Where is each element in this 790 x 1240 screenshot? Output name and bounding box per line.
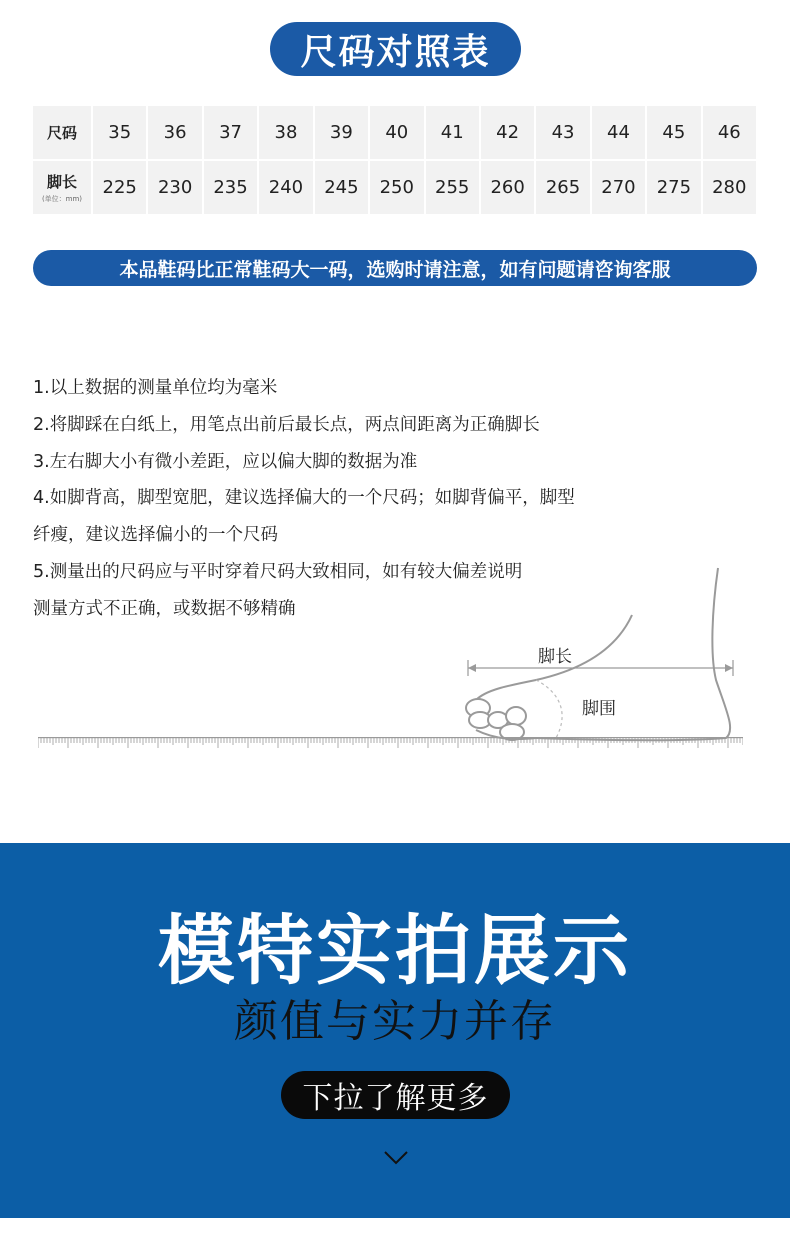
length-cell: 270	[592, 161, 645, 214]
length-cell: 275	[647, 161, 700, 214]
notice-bar: 本品鞋码比正常鞋码大一码，选购时请注意，如有问题请咨询客服	[33, 250, 757, 286]
scroll-more-button[interactable]: 下拉了解更多	[281, 1071, 510, 1119]
ruler-icon	[38, 737, 743, 749]
note-line: 3.左右脚大小有微小差距，应以偏大脚的数据为准	[33, 451, 418, 472]
note-line: 纤瘦，建议选择偏小的一个尺码	[33, 525, 278, 546]
size-cell: 40	[370, 106, 423, 159]
banner-subtitle: 颜值与实力并存	[234, 996, 556, 1047]
length-cell: 265	[536, 161, 589, 214]
length-cell: 240	[259, 161, 312, 214]
size-cell: 46	[703, 106, 756, 159]
note-line: 4.如脚背高，脚型宽肥，建议选择偏大的一个尺码；如脚背偏平，脚型	[33, 488, 575, 509]
size-table	[33, 106, 756, 214]
length-cell: 260	[481, 161, 534, 214]
size-cell: 44	[592, 106, 645, 159]
length-cell: 225	[93, 161, 146, 214]
size-cell: 39	[315, 106, 368, 159]
length-cell: 245	[315, 161, 368, 214]
size-cell: 45	[647, 106, 700, 159]
note-line: 5.测量出的尺码应与平时穿着尺码大致相同，如有较大偏差说明	[33, 561, 523, 582]
bottom-strip	[0, 1218, 790, 1240]
chevron-down-icon[interactable]	[383, 1150, 409, 1166]
size-cell: 42	[481, 106, 534, 159]
unit-label: (单位：mm)	[41, 195, 83, 203]
foot-illustration-icon	[36, 560, 746, 760]
note-line: 测量方式不正确，或数据不够精确	[33, 598, 296, 619]
length-cell: 280	[703, 161, 756, 214]
length-row-header: 脚长 (单位：mm)	[33, 161, 91, 214]
size-cell: 35	[93, 106, 146, 159]
length-cell: 235	[204, 161, 257, 214]
size-cell: 43	[536, 106, 589, 159]
size-cell: 41	[426, 106, 479, 159]
note-line: 1.以上数据的测量单位均为毫米	[33, 378, 278, 398]
foot-girth-label: 脚围	[582, 699, 616, 719]
length-cell: 230	[148, 161, 201, 214]
size-cell: 38	[259, 106, 312, 159]
size-row-header: 尺码	[33, 106, 91, 159]
size-chart-title: 尺码对照表	[270, 22, 521, 76]
length-cell: 250	[370, 161, 423, 214]
note-line: 2.将脚踩在白纸上，用笔点出前后最长点，两点间距离为正确脚长	[33, 414, 540, 435]
size-cell: 37	[204, 106, 257, 159]
foot-length-label: 脚长	[538, 647, 572, 667]
size-cell: 36	[148, 106, 201, 159]
length-cell: 255	[426, 161, 479, 214]
banner-title: 模特实拍展示	[158, 906, 632, 995]
